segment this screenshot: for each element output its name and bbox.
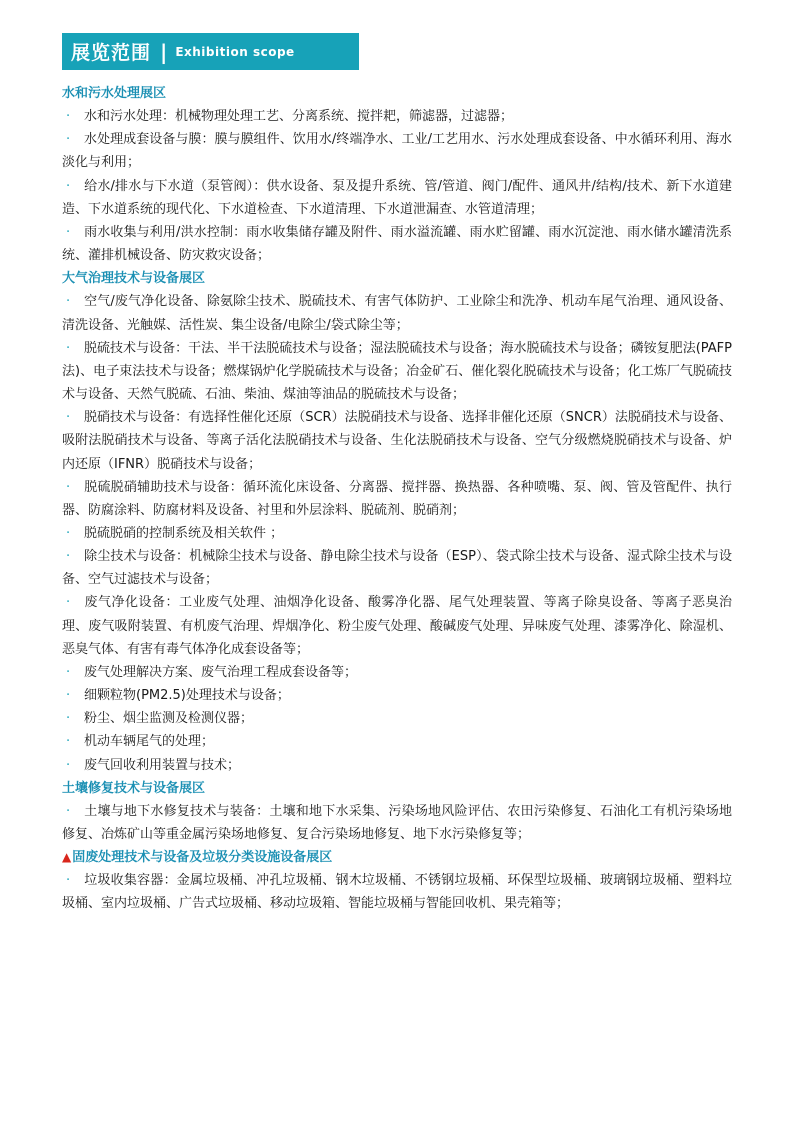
bullet-dot-icon: ·: [66, 294, 71, 310]
list-item-text: 废气净化设备：工业废气处理、油烟净化设备、酸雾净化器、尾气处理装置、等离子除臭设备、等离子恶臭治理、废气吸附装置、有机废气治理、焊烟净化、粉尘废气处理、酸碱废气处理、异味废气处理、漆雾净化、除湿机、恶臭气体、有害有毒气体净化成套设备等；: [62, 595, 732, 657]
list-item: [62, 661, 732, 684]
list-item-text: 粉尘、烟尘监测及检测仪器；: [84, 711, 254, 727]
list-item-text: 水和污水处理：机械物理处理工艺、分离系统、搅拌耙，筛滤器，过滤器；: [84, 109, 514, 125]
bullet-dot-icon: ·: [66, 803, 71, 819]
header-separator: |: [160, 39, 168, 64]
section-title-text: 大气治理技术与设备展区: [62, 271, 206, 287]
list-item-text: 机动车辆尾气的处理；: [84, 734, 215, 750]
exhibition-scope-content: [62, 82, 732, 916]
section-title: [62, 846, 732, 869]
bullet-dot-icon: ·: [66, 224, 71, 240]
list-item: [62, 869, 732, 915]
list-item-text: 水处理成套设备与膜：膜与膜组件、饮用水/终端净水、工业/工艺用水、污水处理成套设备、中水循环利用、海水淡化与利用；: [62, 132, 732, 171]
bullet-dot-icon: ·: [66, 664, 71, 680]
bullet-dot-icon: ·: [66, 595, 71, 611]
bullet-dot-icon: ·: [66, 549, 71, 565]
bullet-dot-icon: ·: [66, 525, 71, 541]
list-item-text: 垃圾收集容器：金属垃圾桶、冲孔垃圾桶、钢木垃圾桶、不锈钢垃圾桶、环保型垃圾桶、玻璃钢垃圾桶、塑料垃圾桶、室内垃圾桶、广告式垃圾桶、移动垃圾箱、智能垃圾桶与智能回收机、果壳箱等；: [62, 873, 732, 912]
list-item: [62, 730, 732, 753]
header-title-en: Exhibition scope: [175, 44, 295, 59]
list-item-text: 雨水收集与利用/洪水控制：雨水收集储存罐及附件、雨水溢流罐、雨水贮留罐、雨水沉淀池、雨水储水罐清洗系统、灌排机械设备、防灾救灾设备；: [62, 224, 732, 264]
list-item: [62, 128, 732, 174]
list-item: [62, 684, 732, 707]
section-title: [62, 82, 732, 105]
list-item-text: 脱硫技术与设备：干法、半干法脱硫技术与设备；湿法脱硫技术与设备；海水脱硫技术与设备；磷铵复肥法(PAFP法)、电子束法技术与设备；燃煤锅炉化学脱硫技术与设备；冶金矿石、催化裂化脱硫技术与设备；化工炼厂气脱硫技术与设备、天然气脱硫、石油、柴油、煤油等油品的脱硫技术与设备；: [62, 340, 732, 403]
bullet-dot-icon: ·: [66, 340, 71, 356]
list-item: [62, 545, 732, 591]
bullet-dot-icon: ·: [66, 734, 71, 750]
section-title-text: 固废处理技术与设备及垃圾分类设施设备展区: [72, 850, 333, 866]
section-title-text: 土壤修复技术与设备展区: [62, 780, 206, 796]
list-item-text: 空气/废气净化设备、除氨除尘技术、脱硫技术、有害气体防护、工业除尘和洗净、机动车尾气治理、通风设备、清洗设备、光触媒、活性炭、集尘设备/电除尘/袋式除尘等；: [62, 294, 732, 333]
list-item-text: 除尘技术与设备：机械除尘技术与设备、静电除尘技术与设备（ESP）、袋式除尘技术与设备、湿式除尘技术与设备、空气过滤技术与设备；: [62, 549, 732, 588]
list-item: [62, 800, 732, 846]
list-item: [62, 290, 732, 336]
list-item-text: 土壤与地下水修复技术与装备：土壤和地下水采集、污染场地风险评估、农田污染修复、石油化工有机污染场地修复、冶炼矿山等重金属污染场地修复、复合污染场地修复、地下水污染修复等；: [62, 803, 732, 842]
bullet-dot-icon: ·: [66, 410, 71, 426]
list-item: [62, 522, 732, 545]
section-title: [62, 777, 732, 800]
list-item: [62, 175, 732, 221]
list-item-text: 废气处理解决方案、废气治理工程成套设备等；: [84, 664, 358, 680]
bullet-dot-icon: ·: [66, 109, 71, 125]
bullet-dot-icon: ·: [66, 132, 71, 148]
list-item-text: 脱硫脱硝辅助技术与设备：循环流化床设备、分离器、搅拌器、换热器、各种喷嘴、泵、阀、管及管配件、执行器、防腐涂料、防腐材料及设备、衬里和外层涂料、脱硫剂、脱硝剂；: [62, 479, 732, 518]
bullet-dot-icon: ·: [66, 873, 71, 889]
section-title-text: 水和污水处理展区: [62, 86, 167, 101]
bullet-dot-icon: ·: [66, 479, 71, 495]
list-item: [62, 406, 732, 475]
bullet-dot-icon: ·: [66, 711, 71, 727]
list-item: [62, 591, 732, 660]
list-item: [62, 221, 732, 267]
bullet-dot-icon: ·: [66, 178, 71, 194]
bullet-dot-icon: ·: [66, 757, 71, 773]
list-item-text: 给水/排水与下水道（泵管阀）：供水设备、泵及提升系统、管/管道、阀门/配件、通风井/结构/技术、新下水道建造、下水道系统的现代化、下水道检查、下水道清理、下水道泄漏查、水管道清理；: [62, 178, 732, 217]
list-item: [62, 105, 732, 128]
triangle-marker-icon: ▲: [62, 850, 72, 865]
list-item: [62, 337, 732, 406]
section-header-bar: [62, 33, 359, 70]
list-item-text: 脱硝技术与设备：有选择性催化还原（SCR）法脱硝技术与设备、选择非催化还原（SNCR）法脱硝技术与设备、吸附法脱硝技术与设备、等离子活化法脱硝技术与设备、生化法脱硝技术与设备、空气分级燃烧脱硝技术与设备、炉内还原（IFNR）脱硝技术与设备；: [62, 410, 732, 472]
list-item-text: 废气回收利用装置与技术；: [84, 757, 241, 773]
list-item-text: 细颗粒物(PM2.5)处理技术与设备；: [84, 688, 290, 704]
list-item: [62, 476, 732, 522]
list-item: [62, 707, 732, 730]
header-title-zh: 展览范围: [71, 42, 152, 64]
bullet-dot-icon: ·: [66, 688, 71, 704]
section-title: [62, 267, 732, 290]
list-item-text: 脱硫脱硝的控制系统及相关软件 ；: [84, 525, 284, 541]
list-item: [62, 754, 732, 777]
